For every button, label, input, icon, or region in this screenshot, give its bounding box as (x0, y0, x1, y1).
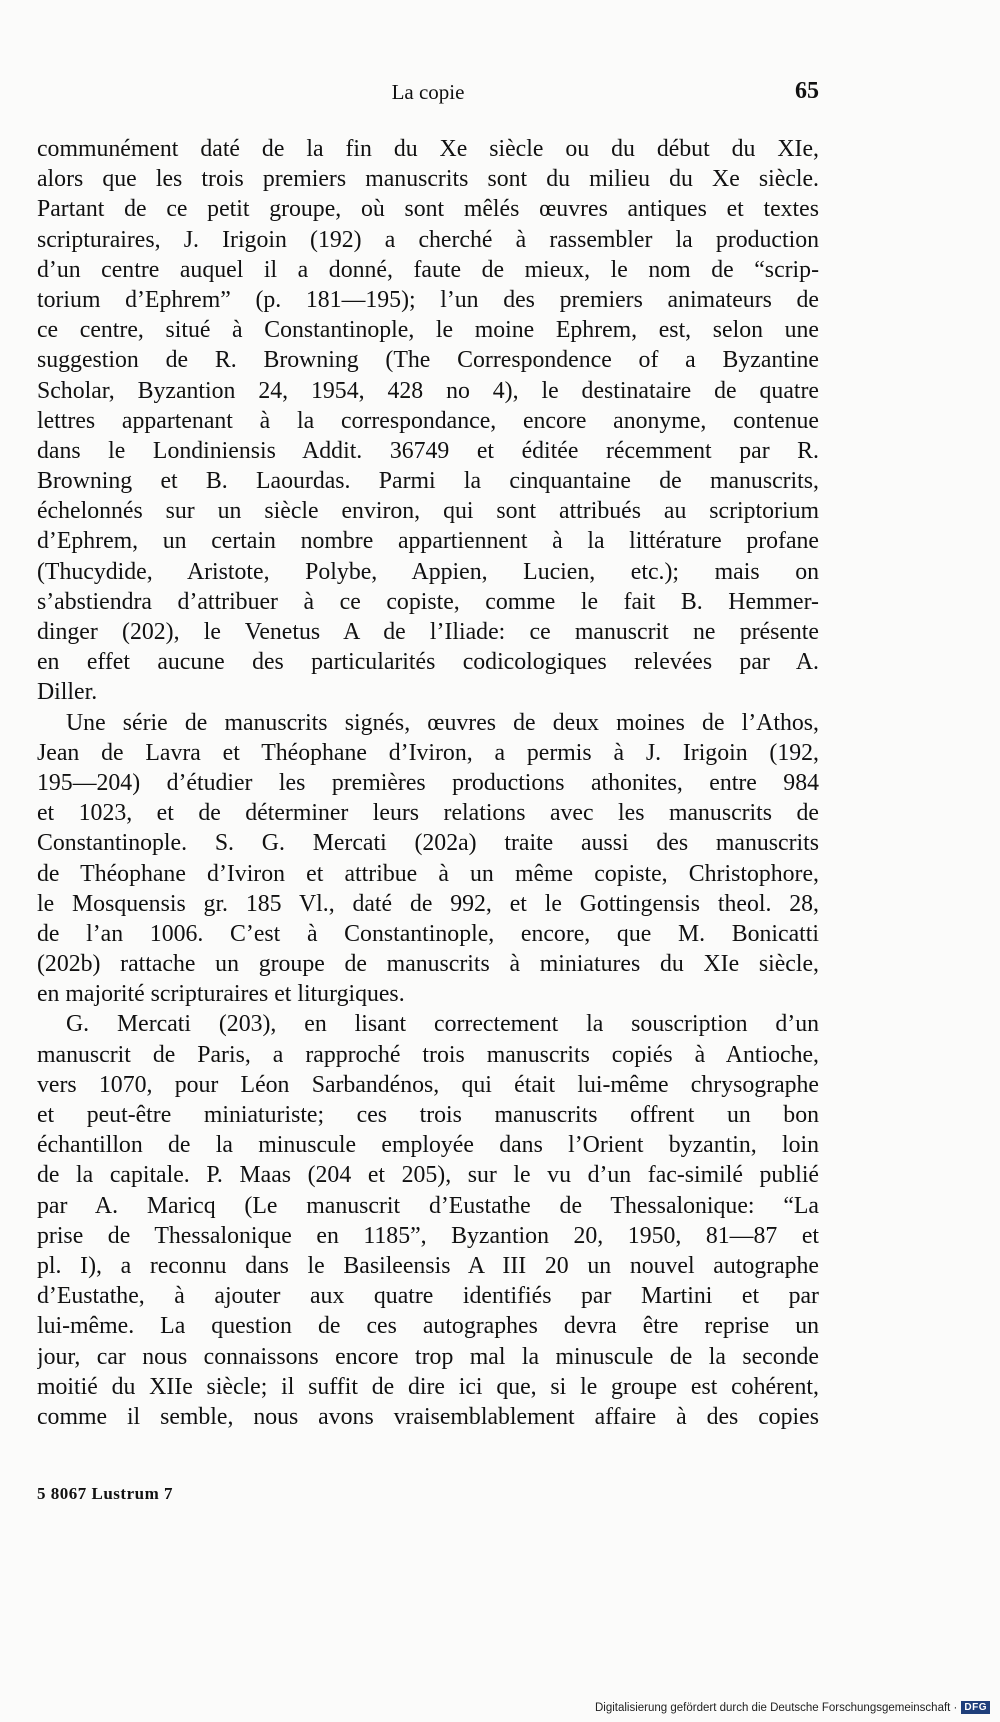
text-line: le Mosquensis gr. 185 Vl., daté de 992, et le Gottingensis theol. 28, (37, 890, 819, 917)
text-line: dinger (202), le Venetus A de l’Iliade: ce manuscrit ne présente (37, 619, 819, 645)
text-line: pl. I), a reconnu dans le Basileensis A III 20 un nouvel autographe (37, 1252, 819, 1279)
text-line: d’un centre auquel il a donné, faute de mieux, le nom de “scrip- (37, 256, 819, 283)
text-line: prise de Thessalonique en 1185”, Byzantion 20, 1950, 81—87 et (37, 1222, 819, 1249)
text-line: en majorité scripturaires et liturgiques. (37, 981, 405, 1008)
text-line: Diller. (37, 679, 98, 706)
text-line: Scholar, Byzantion 24, 1954, 428 no 4), le destinataire de quatre (37, 377, 819, 404)
text-line: de la capitale. P. Maas (204 et 205), sur le vu d’un fac-similé publié (37, 1162, 819, 1189)
text-line: Jean de Lavra et Théophane d’Iviron, a permis à J. Irigoin (192, (37, 739, 819, 766)
text-line: vers 1070, pour Léon Sarbandénos, qui était lui-même chrysographe (37, 1071, 819, 1098)
text-line: (Thucydide, Aristote, Polybe, Appien, Lucien, etc.); mais on (37, 558, 819, 585)
text-line: Constantinople. S. G. Mercati (202a) traite aussi des manuscrits (37, 830, 819, 857)
text-line: par A. Maricq (Le manuscrit d’Eustathe de Thessalonique: “La (37, 1192, 819, 1219)
page-number: 65 (795, 78, 819, 104)
text-line: Une série de manuscrits signés, œuvres de deux moines de l’Athos, (66, 709, 819, 736)
text-line: en effet aucune des particularités codicologiques relevées par A. (37, 649, 819, 676)
text-line: scripturaires, J. Irigoin (192) a cherché à rassembler la production (37, 226, 819, 253)
text-line: Browning et B. Laourdas. Parmi la cinquantaine de manuscrits, (37, 468, 819, 495)
text-line: dans le Londiniensis Addit. 36749 et éditée récemment par R. (37, 437, 819, 464)
text-line: de Théophane d’Iviron et attribue à un même copiste, Christophore, (37, 860, 819, 887)
text-line: G. Mercati (203), en lisant correctement la souscription d’un (66, 1011, 819, 1038)
text-line: Partant de ce petit groupe, où sont mêlés œuvres antiques et textes (37, 196, 819, 223)
text-line: échelonnés sur un siècle environ, qui sont attribués au scriptorium (37, 498, 819, 525)
dfg-logo: DFG (961, 1701, 990, 1714)
text-line: moitié du XIIe siècle; il suffit de dire ici que, si le groupe est cohérent, (37, 1373, 819, 1400)
text-line: manuscrit de Paris, a rapproché trois manuscrits copiés à Antioche, (37, 1041, 819, 1068)
text-line: jour, car nous connaissons encore trop mal la minuscule de la seconde (37, 1343, 819, 1370)
text-line: 195—204) d’étudier les premières productions athonites, entre 984 (37, 769, 819, 796)
running-title: La copie (391, 80, 465, 104)
text-line: d’Eustathe, à ajouter aux quatre identifiés par Martini et par (37, 1283, 819, 1310)
text-line: lettres appartenant à la correspondance, encore anonyme, contenue (37, 407, 819, 434)
text-line: s’abstiendra d’attribuer à ce copiste, comme le fait B. Hemmer- (37, 588, 819, 615)
body-text (37, 134, 819, 1432)
text-line: torium d’Ephrem” (p. 181—195); l’un des premiers animateurs de (37, 286, 819, 313)
page-header (37, 78, 819, 114)
text-line: et 1023, et de déterminer leurs relations avec les manuscrits de (37, 800, 819, 827)
text-line: et peut-être miniaturiste; ces trois manuscrits offrent un bon (37, 1102, 819, 1128)
digitization-credit (595, 1701, 990, 1714)
text-line: ce centre, situé à Constantinople, le moine Ephrem, est, selon une (37, 317, 819, 344)
text-line: communément daté de la fin du Xe siècle ou du début du XIe, (37, 136, 819, 162)
printer-signature: 5 8067 Lustrum 7 (37, 1484, 173, 1503)
text-line: de l’an 1006. C’est à Constantinople, encore, que M. Bonicatti (37, 920, 819, 947)
text-line: comme il semble, nous avons vraisemblablement affaire à des copies (37, 1403, 819, 1430)
text-line: lui-même. La question de ces autographes devra être reprise un (37, 1313, 819, 1340)
text-line: d’Ephrem, un certain nombre appartiennent à la littérature profane (37, 528, 819, 555)
text-line: échantillon de la minuscule employée dans l’Orient byzantin, loin (37, 1132, 819, 1159)
text-line: alors que les trois premiers manuscrits sont du milieu du Xe siècle. (37, 166, 819, 193)
text-line: (202b) rattache un groupe de manuscrits à miniatures du XIe siècle, (37, 951, 819, 978)
credit-text: Digitalisierung gefördert durch die Deutsche Forschungsgemeinschaft · (594, 1701, 958, 1714)
text-line: suggestion de R. Browning (The Correspondence of a Byzantine (37, 347, 819, 374)
